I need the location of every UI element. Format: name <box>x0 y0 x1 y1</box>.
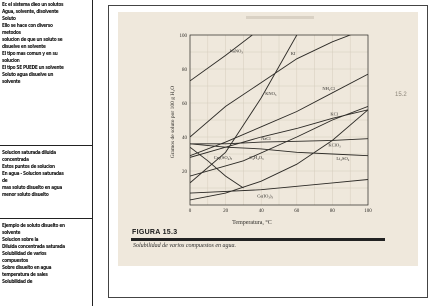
series-label: Li₂SO₄ <box>336 156 350 161</box>
x-tick-labels <box>189 209 373 214</box>
text-line: Ejemplo de soluto disuelto en solvente <box>2 223 65 236</box>
text-line: Ello se hace con diverso metodos <box>2 23 53 36</box>
text-line: temperatura de sales <box>2 272 48 278</box>
y-axis-label: Gramos de soluto por 100 g H₂O <box>170 85 176 159</box>
x-tick-label: 60 <box>294 209 300 214</box>
text-line: disuelve en solvente <box>2 44 46 50</box>
text-line: Ec el sistema dieo un solutos <box>2 2 64 8</box>
series-label: NH₄Cl <box>322 85 335 91</box>
series-label: KI <box>290 50 296 56</box>
y-tick-label: 100 <box>179 34 187 39</box>
series-label: NaNO₃ <box>229 48 243 54</box>
series-label: NaCl <box>261 136 271 142</box>
x-tick-label: 40 <box>258 209 264 214</box>
text-line: mas soluto disuelto en agua <box>2 185 62 191</box>
series-label: Ce₂(SO₄)₃ <box>213 154 233 160</box>
y-tick-labels <box>180 34 188 175</box>
text-line: Diluida concentrada saturada <box>2 244 65 250</box>
x-tick-label: 0 <box>188 209 192 214</box>
series-label: KNO₃ <box>265 90 277 96</box>
series-labels <box>214 48 350 198</box>
text-line: El tipo SE PUEDE un solvente <box>2 65 64 71</box>
x-axis-label: Temperatura, °C <box>232 220 272 226</box>
x-tick-label: 100 <box>364 209 372 214</box>
series-label: Ce(IO₃)₃ <box>257 193 274 199</box>
text-line: Estos puntos de solucion <box>2 164 55 170</box>
figure-label: FIGURA 15.3 <box>132 229 178 236</box>
y-tick-label: 20 <box>182 170 187 175</box>
text-line: Solucion saturada diluida concentrada <box>2 150 56 163</box>
text-line: Soluto <box>2 16 16 22</box>
text-line: menor soluto disuelto <box>2 192 49 198</box>
x-tick-label: 20 <box>223 209 229 214</box>
text-line: Solubilidad de varios compuestos <box>2 251 47 264</box>
y-tick-label: 40 <box>182 136 187 141</box>
series-label: KClO₃ <box>328 142 341 148</box>
y-tick-label: 60 <box>182 102 187 107</box>
text-line: El tipo mas comun y en su solucion <box>2 51 58 64</box>
text-line: Soluto agua disuelve un solvente <box>2 72 54 85</box>
margin-mark: 15.2 <box>395 92 407 98</box>
figure-caption: Solubilidad de varios compuestos en agua. <box>133 243 236 249</box>
series-label: KCl <box>330 111 338 117</box>
text-line: solucion de que un soluto se <box>2 37 63 43</box>
text-line: En agua - Solucion saturadas de <box>2 171 64 184</box>
text-line: Agua, solvente, disolvente <box>2 9 59 15</box>
series-label: C₄H₄O₃ <box>249 154 264 160</box>
text-line: Sobre disuelto en agua <box>2 265 52 271</box>
chart-grid <box>190 35 368 205</box>
text-line: Solucion sobre la <box>2 237 39 243</box>
text-line: Solubilidad de <box>2 279 33 285</box>
solubility-curve <box>190 147 243 188</box>
figure-rule <box>131 238 385 241</box>
y-tick-label: 80 <box>182 68 187 73</box>
x-tick-label: 80 <box>329 209 335 214</box>
